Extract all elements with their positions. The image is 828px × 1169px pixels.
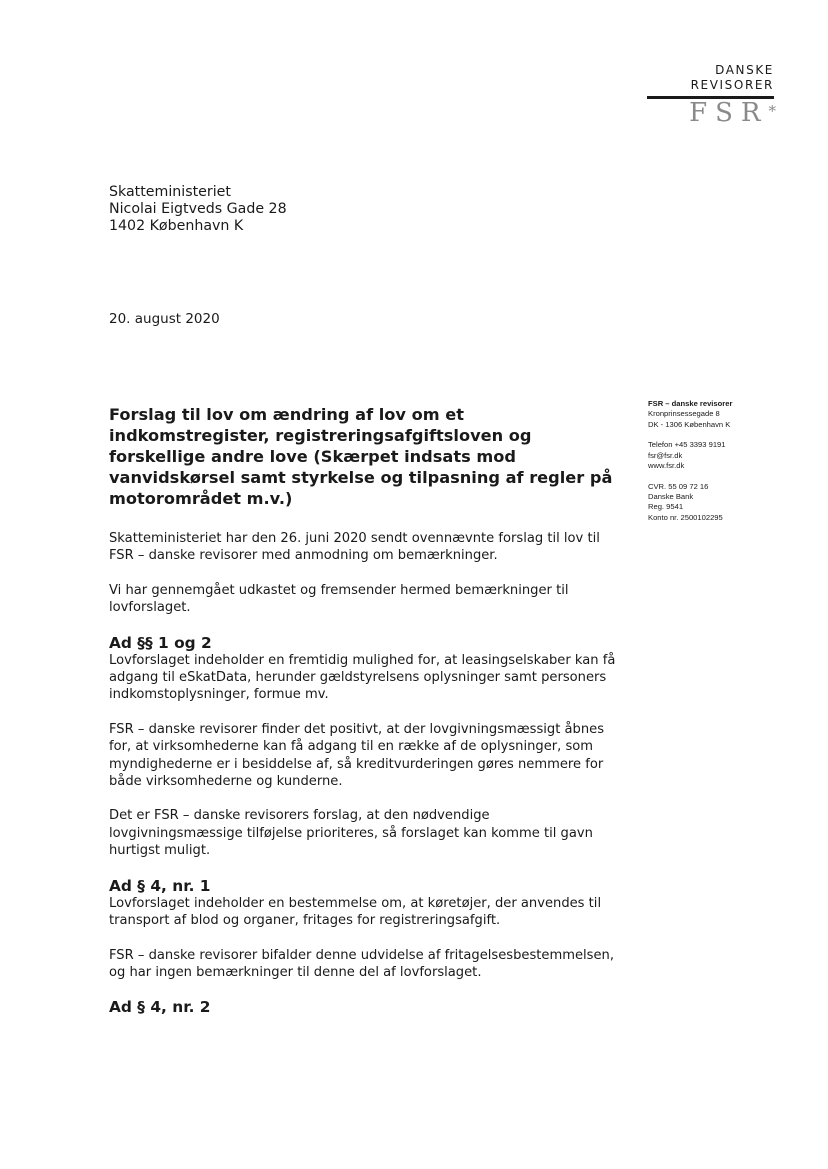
logo-mark-text: FSR: [689, 98, 769, 128]
section-heading-1: Ad §§ 1 og 2: [109, 633, 212, 652]
letter-title: Forslag til lov om ændring af lov om et indkomstregister, registreringsafgiftsloven og forskellige andre love (Skærpet indsats mod vanvidskørsel samt styrkelse og tilpasning af regler på motorområdet m.v.): [109, 405, 613, 508]
sender-contact-block: [648, 440, 798, 471]
intro-paragraph-1: Skatteministeriet har den 26. juni 2020 sendt ovennævnte forslag til lov til FSR – danske revisorer med anmodning om bemærkninger.: [109, 531, 600, 564]
recipient-name: Skatteministeriet: [109, 184, 231, 200]
fsr-logo: [644, 63, 774, 127]
sender-reg: Reg. 9541: [648, 502, 684, 512]
section-1-paragraph-3: Det er FSR – danske revisorers forslag, at den nødvendige lovgivningsmæssige tilføjelse prioriteres, så forslaget kan komme til gavn hurtigst muligt.: [109, 808, 593, 859]
section-2-paragraph-1: Lovforslaget indeholder en bestemmelse om, at køretøjer, der anvendes til transport af blod og organer, fritages for registreringsafgift.: [109, 895, 602, 928]
recipient-street: Nicolai Eigtveds Gade 28: [109, 201, 287, 217]
sender-bank: Danske Bank: [648, 492, 694, 502]
logo-mark: [644, 99, 776, 127]
letter-date: 20. august 2020: [109, 311, 220, 327]
logo-text-line1: DANSKE: [715, 63, 774, 77]
section-heading-3: Ad § 4, nr. 2: [109, 998, 211, 1017]
section-heading-2: Ad § 4, nr. 1: [109, 876, 211, 895]
sender-bank-block: [648, 482, 798, 523]
recipient-address: [109, 184, 287, 235]
sender-account: Konto nr. 2500102295: [648, 512, 723, 522]
recipient-city: 1402 København K: [109, 218, 244, 234]
intro-paragraph-2: Vi har gennemgået udkastet og fremsender hermed bemærkninger til lovforslaget.: [109, 582, 569, 616]
sender-org: FSR – danske revisorer: [648, 399, 733, 408]
letter-body: [109, 404, 624, 1016]
sender-email: fsr@fsr.dk: [648, 450, 683, 460]
logo-star: *: [768, 102, 776, 120]
sender-web: www.fsr.dk: [648, 460, 685, 470]
logo-text-line2: REVISORER: [690, 78, 774, 92]
sender-address-block: [648, 399, 798, 430]
section-1-paragraph-1: Lovforslaget indeholder en fremtidig mulighed for, at leasingselskaber kan få adgang til eSkatData, herunder gældstyrelsens oplysninger samt personers indkomstoplysninger, formue mv.: [109, 652, 616, 703]
section-1-paragraph-2: FSR – danske revisorer finder det positivt, at der lovgivningsmæssigt åbnes for, at virksomhederne kan få adgang til en række af de oplysninger, som myndighederne er i besiddelse af, så kreditvurderingen gøres nemmere for både virksomhederne og kunderne.: [109, 721, 605, 789]
sender-cvr: CVR. 55 09 72 16: [648, 481, 709, 491]
sender-info: [648, 399, 798, 533]
sender-city: DK - 1306 København K: [648, 419, 731, 429]
section-2-paragraph-2: FSR – danske revisorer bifalder denne udvidelse af fritagelsesbestemmelsen, og har ingen bemærkninger til denne del af lovforslaget.: [109, 947, 615, 980]
sender-street: Kronprinsessegade 8: [648, 409, 720, 419]
sender-phone: Telefon +45 3393 9191: [648, 440, 726, 450]
